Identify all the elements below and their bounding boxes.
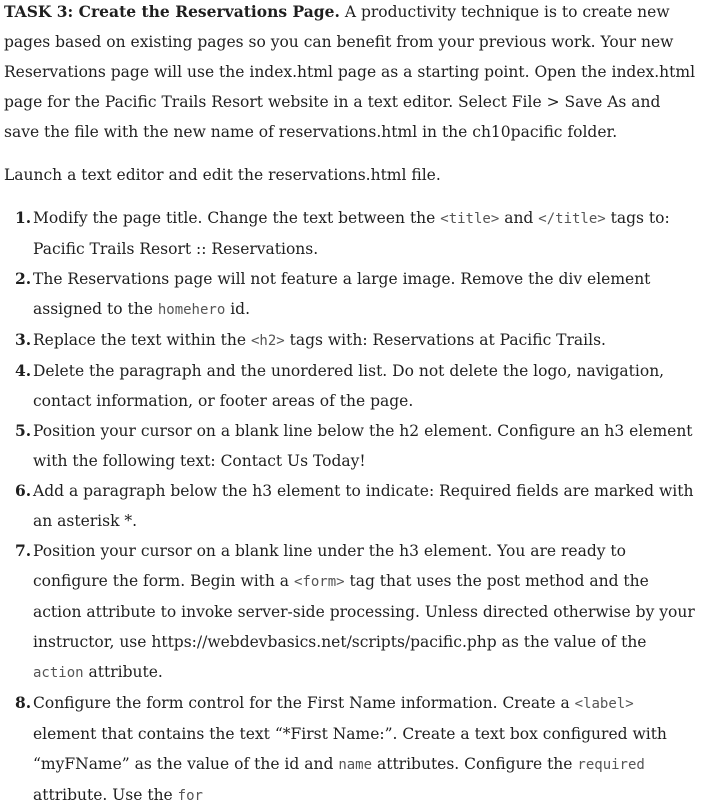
code-snippet: name: [338, 757, 373, 773]
step-text: Modify the page title. Change the text between the: [33, 209, 441, 227]
step-text: Add a paragraph below the h3 element to indicate: Required fields are marked with an asterisk *.: [33, 482, 694, 530]
code-snippet: action: [33, 665, 84, 681]
code-snippet: <label>: [574, 696, 634, 712]
code-snippet: required: [577, 757, 645, 773]
step-text: Delete the paragraph and the unordered list. Do not delete the logo, navigation, contact information, or footer areas of the page.: [33, 362, 665, 410]
step-item: [4, 536, 698, 688]
step-text: attributes. Configure the: [372, 755, 578, 773]
code-snippet: </title>: [538, 211, 606, 227]
step-number: 7.: [15, 541, 32, 560]
task-intro-text: A productivity technique is to create new pages based on existing pages so you can benefit from your previous work. Your new Reservations page will use the index.html page as a starting point. Open the index.html page for the Pacific Trails Resort website in a text editor. Select File > Save As and save the file with the new name of reservations.html in the ch10pacific folder.: [4, 3, 696, 141]
code-snippet: <form>: [293, 574, 345, 590]
step-text: id.: [225, 300, 251, 318]
step-text: tags with: Reservations at Pacific Trails.: [284, 331, 606, 349]
step-text: attribute. Use the: [33, 786, 178, 804]
code-snippet: for: [177, 788, 203, 804]
step-text: Position your cursor on a blank line below the h2 element. Configure an h3 element with the following text: Contact Us Today!: [33, 422, 693, 470]
step-number: 5.: [15, 421, 32, 440]
step-number: 4.: [15, 361, 32, 380]
step-item: [4, 203, 698, 264]
steps-list: [4, 203, 698, 811]
code-snippet: homehero: [157, 302, 226, 318]
step-number: 8.: [15, 693, 32, 712]
step-number: 6.: [15, 481, 32, 500]
step-text: and: [499, 209, 539, 227]
step-number: 2.: [15, 269, 32, 288]
step-number: 3.: [15, 330, 32, 349]
task-intro-paragraph: [4, 0, 698, 147]
step-item: [4, 688, 698, 811]
step-item: [4, 356, 698, 416]
step-text: tag that uses the post method and the action attribute to invoke server-side processing. Unless directed otherwise by your instructor, use https://webdevbasics.net/scripts/pacific.php as the value of the: [33, 572, 695, 651]
step-item: [4, 476, 698, 536]
document-page: [4, 0, 698, 811]
step-item: [4, 325, 698, 356]
task-title: TASK 3: Create the Reservations Page.: [4, 2, 340, 21]
step-text: element that contains the text “*First Name:”. Create a text box configured with “myFName” as the value of the id and: [33, 725, 667, 773]
code-snippet: <h2>: [250, 333, 285, 349]
step-text: Position your cursor on a blank line under the h3 element. You are ready to configure the form. Begin with a: [33, 542, 626, 590]
step-text: Replace the text within the: [33, 331, 251, 349]
step-item: [4, 416, 698, 476]
code-snippet: <title>: [440, 211, 500, 227]
step-number: 1.: [15, 208, 32, 227]
step-text: attribute.: [83, 663, 163, 681]
launch-instruction: Launch a text editor and edit the reservations.html file.: [4, 166, 441, 184]
step-text: tags to: Pacific Trails Resort :: Reservations.: [33, 209, 670, 258]
step-text: The Reservations page will not feature a large image. Remove the div element assigned to the: [33, 270, 651, 318]
step-item: [4, 264, 698, 325]
step-text: Configure the form control for the First Name information. Create a: [33, 694, 575, 712]
